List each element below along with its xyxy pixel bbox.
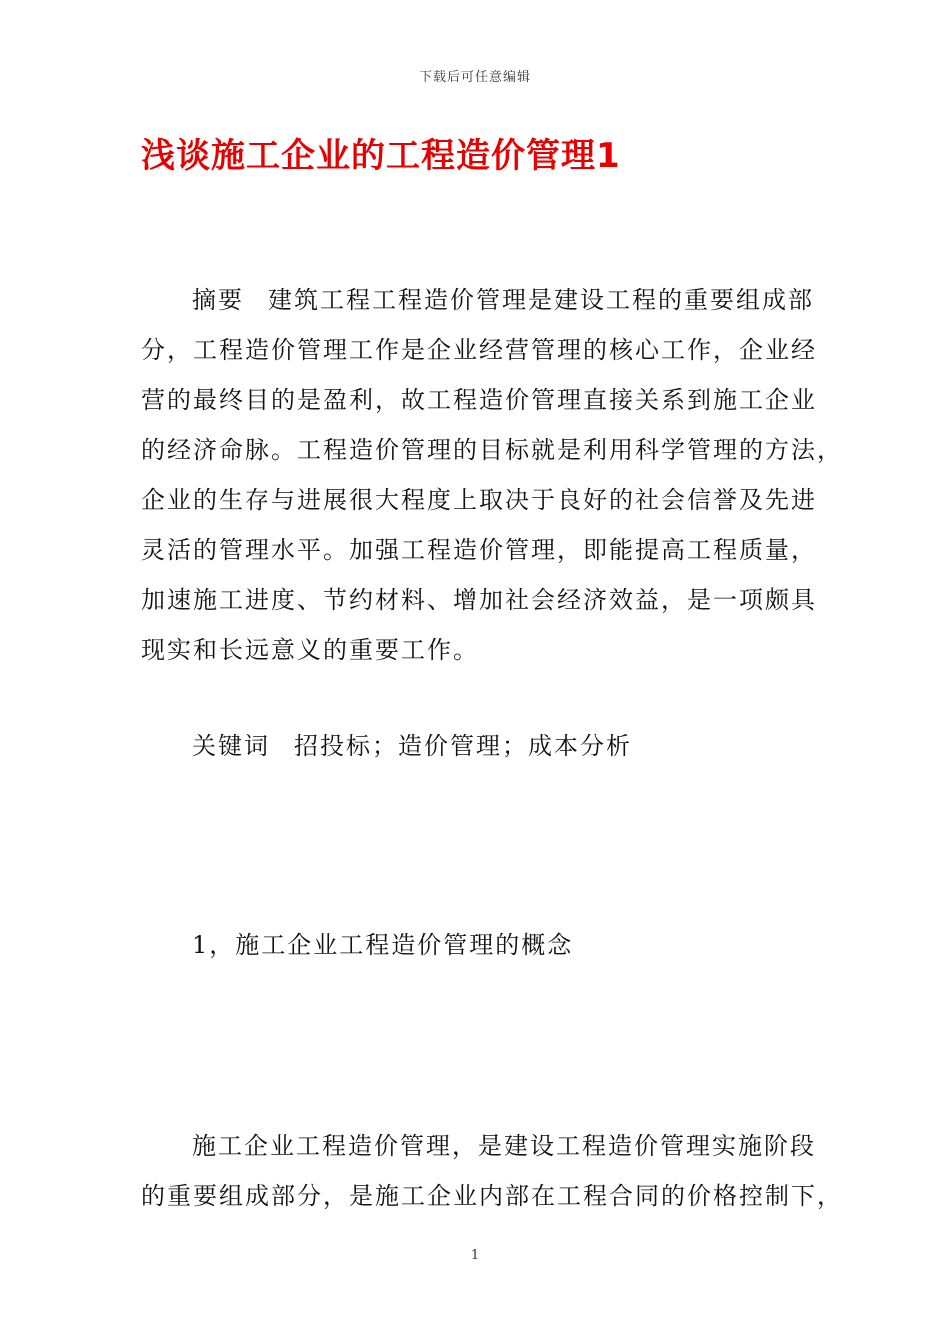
abstract-line: 加速施工进度、节约材料、增加社会经济效益，是一项颇具 [141, 586, 817, 614]
abstract-line: 现实和长远意义的重要工作。 [141, 636, 479, 664]
abstract-line: 分，工程造价管理工作是企业经营管理的核心工作，企业经 [141, 336, 817, 364]
paragraph-line: 的重要组成部分，是施工企业内部在工程合同的价格控制下， [141, 1182, 843, 1210]
keywords-text: 招投标；造价管理；成本分析 [294, 732, 632, 760]
abstract-line: 建筑工程工程造价管理是建设工程的重要组成部 [268, 286, 814, 314]
section-heading: 1，施工企业工程造价管理的概念 [192, 931, 574, 959]
document-title: 浅谈施工企业的工程造价管理1 [141, 136, 621, 176]
abstract-label: 摘要 [192, 286, 244, 314]
abstract-line: 企业的生存与进展很大程度上取决于良好的社会信誉及先进 [141, 486, 817, 514]
abstract-line: 营的最终目的是盈利，故工程造价管理直接关系到施工企业 [141, 386, 817, 414]
abstract-line: 的经济命脉。工程造价管理的目标就是利用科学管理的方法， [141, 436, 843, 464]
section-1 [141, 920, 821, 970]
abstract-section [141, 275, 843, 675]
paragraph-1 [141, 1121, 843, 1221]
header-note: 下载后可任意编辑 [418, 70, 531, 85]
abstract-line: 灵活的管理水平。加强工程造价管理，即能提高工程质量， [141, 536, 817, 564]
page-number: 1 [470, 1248, 480, 1263]
keywords-label: 关键词 [192, 732, 270, 760]
keywords-section [141, 721, 821, 771]
paragraph-line: 施工企业工程造价管理，是建设工程造价管理实施阶段 [192, 1132, 816, 1160]
abstract-first-line [141, 275, 821, 325]
